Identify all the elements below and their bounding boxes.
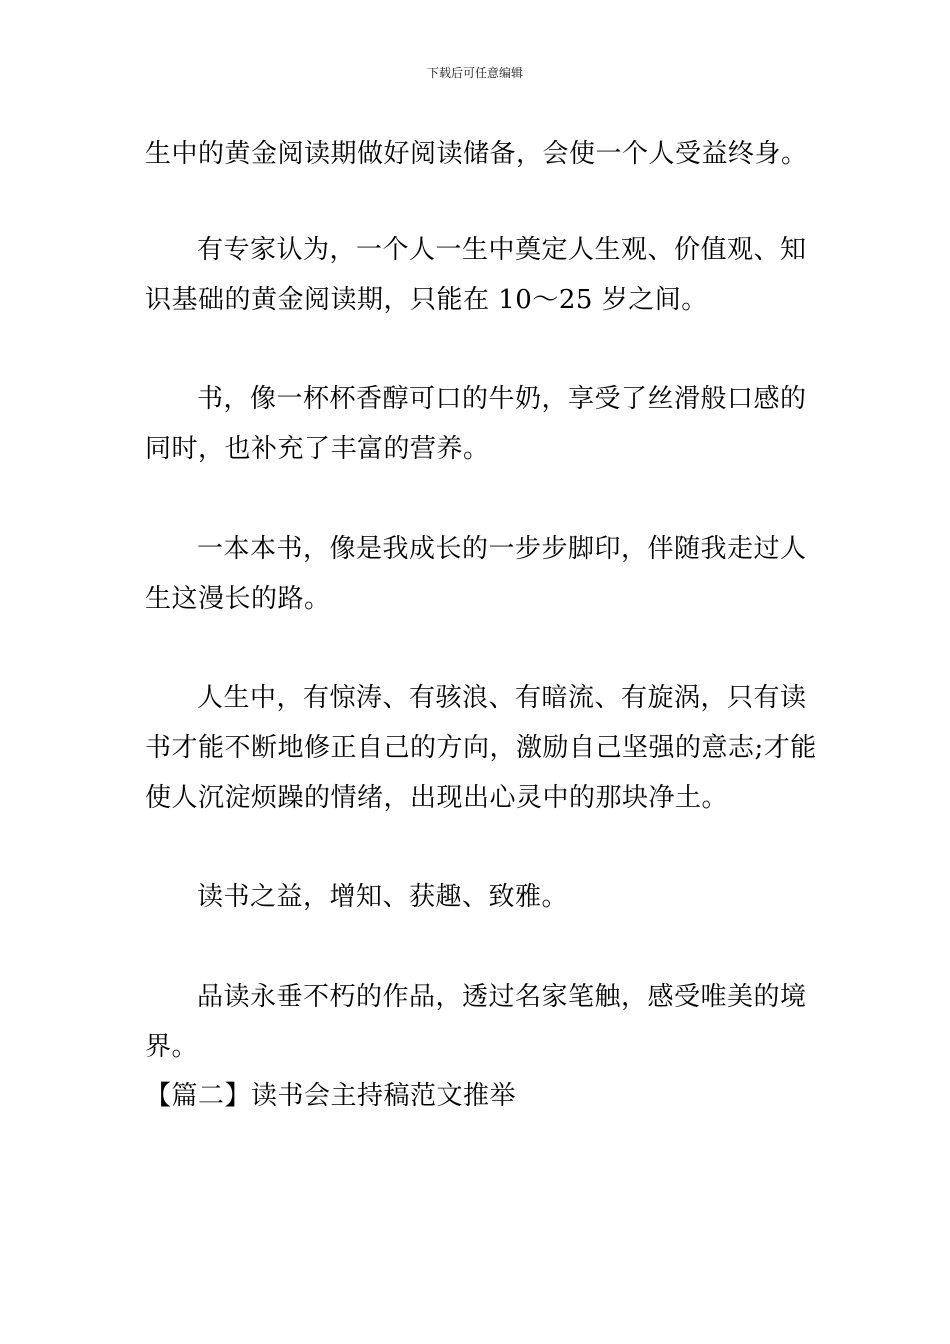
paragraph-line: 生这漫长的路。 [145,584,331,614]
paragraph-line: 书才能不断地修正自己的方向，激励自己坚强的意志;才能 [145,733,817,763]
paragraph-line: 生中的黄金阅读期做好阅读储备，会使一个人受益终身。 [145,139,808,169]
paragraph-line: 品读永垂不朽的作品，透过名家笔触，感受唯美的境 [197,982,807,1012]
paragraph-line: 使人沉淀烦躁的情绪，出现出心灵中的那块净土。 [145,783,729,813]
paragraph-line: 书，像一杯杯香醇可口的牛奶，享受了丝滑般口感的 [197,384,807,414]
paragraph-line: 界。 [145,1032,199,1062]
paragraph-line: 识基础的黄金阅读期，只能在 10～25 岁之间。 [145,285,708,315]
paragraph-line: 有专家认为，一个人一生中奠定人生观、价值观、知 [197,235,807,265]
paragraph-line: 人生中，有惊涛、有骇浪、有暗流、有旋涡，只有读 [197,683,807,713]
section-heading: 【篇二】读书会主持稿范文推举 [145,1081,517,1111]
paragraph-line: 同时，也补充了丰富的营养。 [145,434,490,464]
paragraph-line: 一本本书，像是我成长的一步步脚印，伴随我走过人 [197,534,807,564]
paragraph-line: 读书之益，增知、获趣、致雅。 [197,882,569,912]
page-header: 下载后可任意编辑 [426,66,523,80]
